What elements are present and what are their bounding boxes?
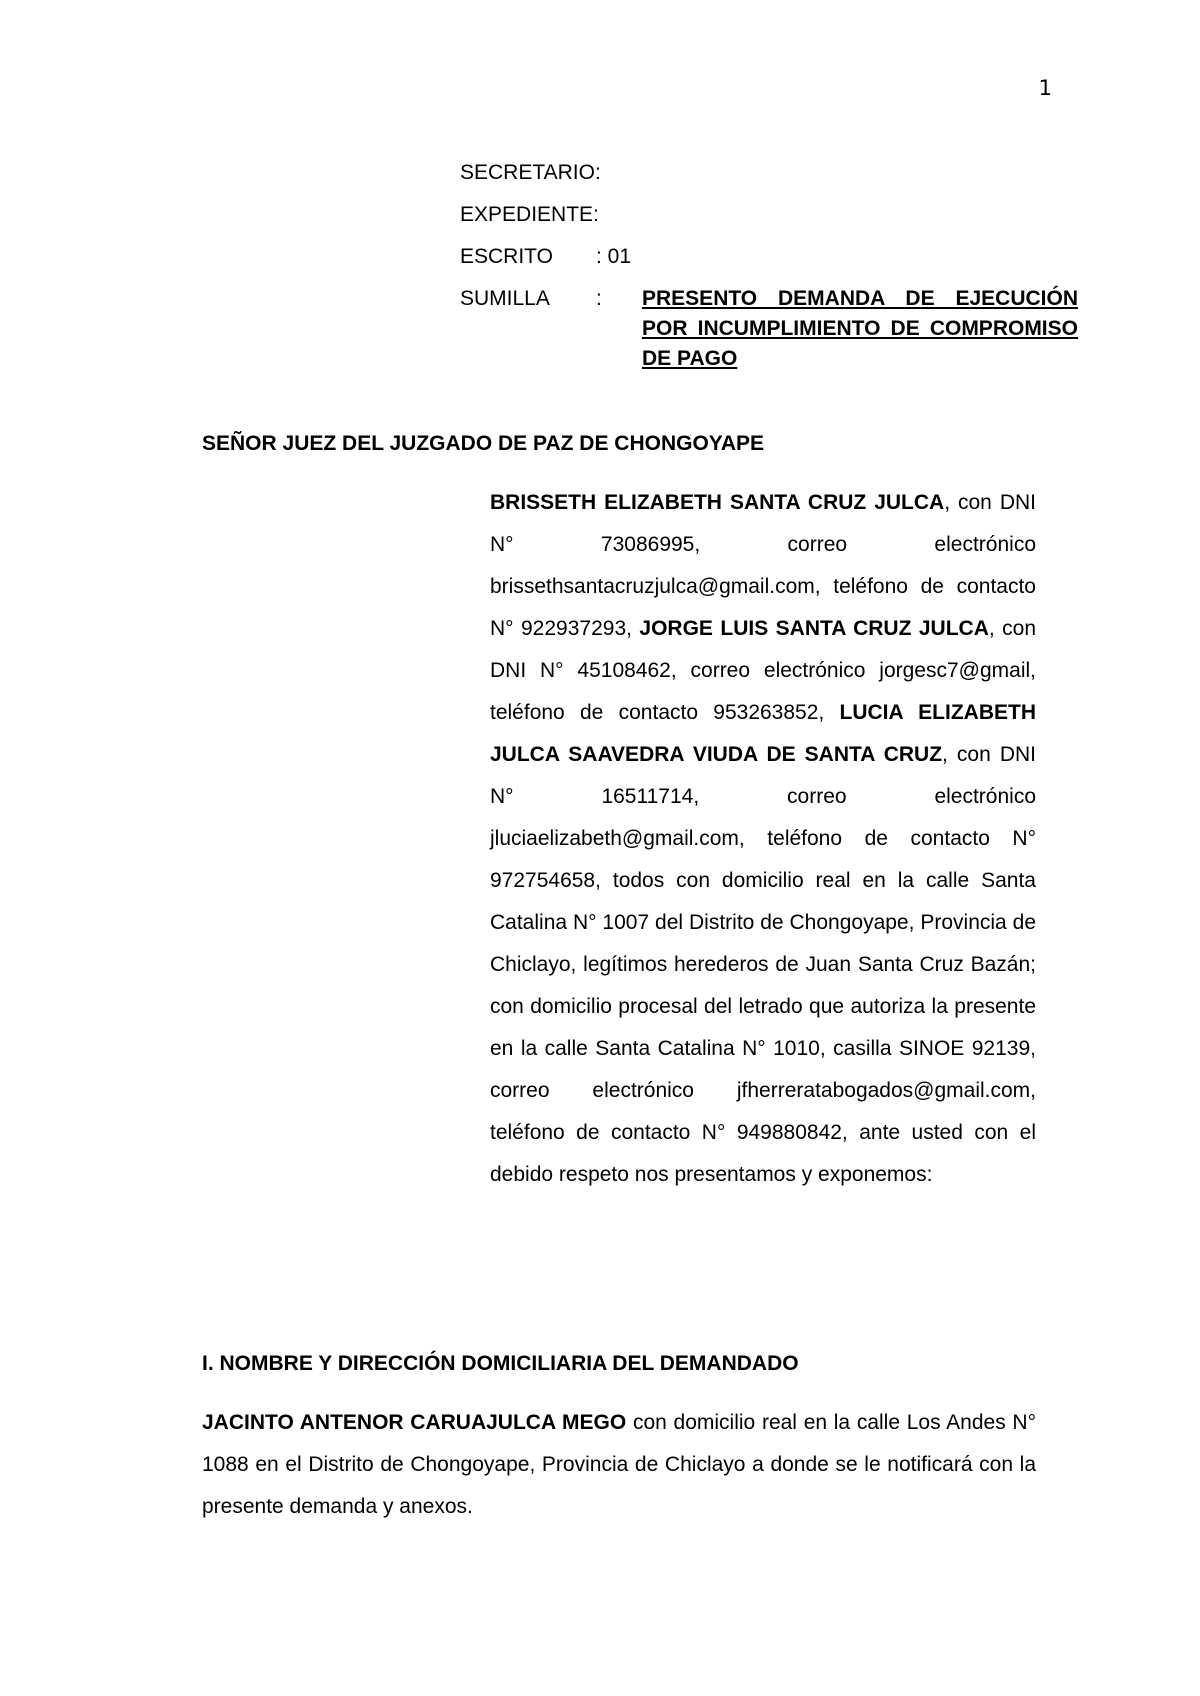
escrito-label: ESCRITO: [460, 245, 553, 268]
case-header: [460, 152, 1078, 370]
sumilla-text: PRESENTO DEMANDA DE EJECUCIÓN POR INCUMPLIMIENTO DE COMPROMISO DE PAGO: [642, 287, 1078, 370]
sumilla-line: [460, 278, 1078, 370]
secretario-label: SECRETARIO:: [460, 161, 601, 184]
petitioner-name-2: JORGE LUIS SANTA CRUZ JULCA: [639, 617, 989, 640]
expediente-line: [460, 194, 1040, 236]
escrito-value: : 01: [596, 245, 632, 268]
defendant-paragraph: [202, 1402, 1036, 1528]
escrito-line: [460, 236, 1040, 278]
petitioner-name-3: LUCIA ELIZABETH JULCA SAAVEDRA VIUDA DE SANTA CRUZ: [490, 701, 1036, 766]
petitioner-details-3: , con DNI N° 16511714, correo electrónico jluciaelizabeth@gmail.com, teléfono de contacto N° 972754658, todos con domicilio real en la calle Santa Catalina N° 1007 del Distrito de Chongoyape, Provincia de Chiclayo, legítimos herederos de Juan Santa Cruz Bazán; con domicilio procesal del letrado que autoriza la presente en la calle Santa Catalina N° 1010, casilla SINOE 92139, correo electrónico jfherreratabogados@gmail.com, teléfono de contacto N° 949880842, ante usted con el debido respeto nos presentamos y exponemos:: [490, 743, 1036, 1186]
petitioner-name-1: BRISSETH ELIZABETH SANTA CRUZ JULCA: [490, 491, 945, 514]
page-number: 1: [1038, 76, 1052, 100]
section-heading-defendant: I. NOMBRE Y DIRECCIÓN DOMICILIARIA DEL DEMANDADO: [202, 1352, 799, 1375]
petitioners-paragraph: [490, 482, 1036, 1196]
addressee-heading: SEÑOR JUEZ DEL JUZGADO DE PAZ DE CHONGOYAPE: [202, 432, 765, 455]
sumilla-separator: :: [596, 287, 602, 310]
expediente-label: EXPEDIENTE:: [460, 203, 599, 226]
petitioner-details-1: , con DNI N° 73086995, correo electrónico brissethsantacruzjulca@gmail.com, teléfono de contacto N° 922937293,: [490, 491, 1036, 640]
defendant-name: JACINTO ANTENOR CARUAJULCA MEGO: [202, 1411, 627, 1434]
petitioner-details-2: , con DNI N° 45108462, correo electrónico jorgesc7@gmail, teléfono de contacto 953263852,: [490, 617, 1036, 724]
secretario-line: [460, 152, 1040, 194]
defendant-details: con domicilio real en la calle Los Andes N° 1088 en el Distrito de Chongoyape, Provincia de Chiclayo a donde se le notificará con la presente demanda y anexos.: [202, 1411, 1036, 1518]
sumilla-label: SUMILLA: [460, 287, 550, 310]
